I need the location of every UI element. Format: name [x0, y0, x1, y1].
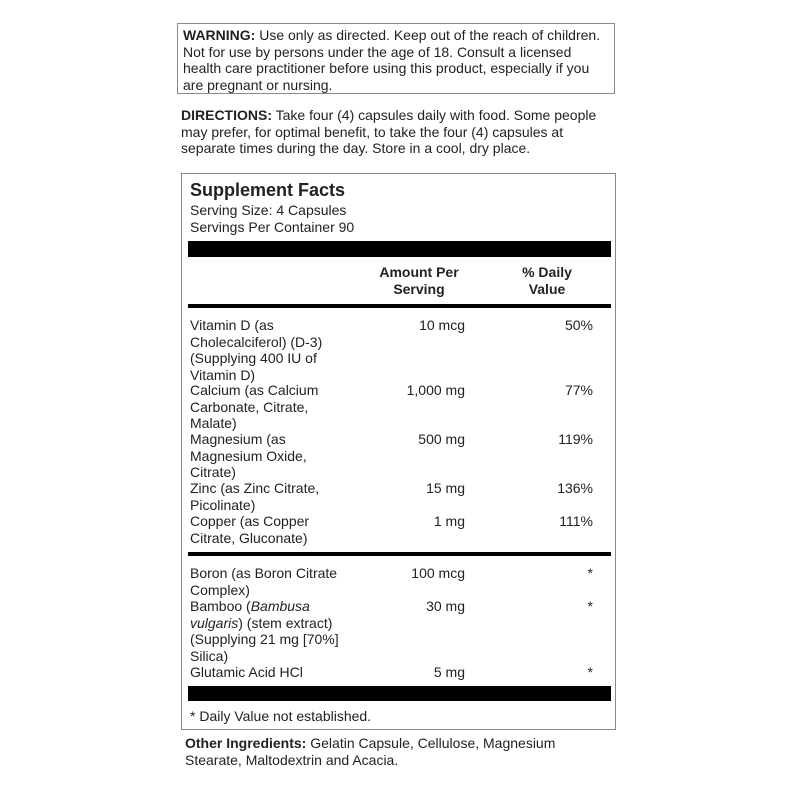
nutrient-daily-value: 77% — [564, 382, 593, 398]
dv-header-line1: % Daily — [522, 264, 572, 280]
other-ingredients — [185, 735, 605, 768]
other-ingredients-label: Other Ingredients: — [185, 735, 307, 751]
nutrient-daily-value: * — [587, 664, 593, 680]
species-name: Bambusa vulgaris — [190, 598, 310, 631]
nutrient-amount: 5 mg — [433, 664, 465, 680]
nutrient-amount: 10 mcg — [419, 317, 465, 333]
nutrient-amount: 100 mcg — [411, 565, 465, 581]
thick-divider — [188, 241, 611, 257]
nutrient-amount: 1 mg — [433, 513, 465, 529]
header-divider — [188, 304, 611, 308]
name-prefix: Bamboo ( — [190, 598, 251, 614]
serving-size: Serving Size: 4 Capsules — [190, 202, 347, 218]
bottom-thick-divider — [188, 686, 611, 701]
nutrient-name: Magnesium (as Magnesium Oxide, Citrate) — [190, 431, 307, 480]
servings-per-container: Servings Per Container 90 — [190, 218, 355, 235]
other-ingredients-text: Gelatin Capsule, Cellulose, Magnesium Stearate, Maltodextrin and Acacia. — [185, 735, 556, 768]
nutrient-name: Zinc (as Zinc Citrate, Picolinate) — [190, 480, 320, 513]
amount-header-line1: Amount Per — [379, 264, 459, 280]
nutrient-daily-value: 50% — [564, 317, 593, 333]
nutrient-amount: 30 mg — [426, 598, 465, 614]
nutrient-name: Copper (as Copper Citrate, Gluconate) — [190, 513, 310, 546]
nutrient-daily-value: * — [587, 565, 593, 581]
nutrient-daily-value: 119% — [558, 431, 593, 447]
section-divider — [188, 552, 611, 556]
nutrient-name: Vitamin D (as Cholecalciferol) (D-3) (Supplying 400 IU of Vitamin D) — [190, 317, 323, 383]
nutrient-name: Glutamic Acid HCl — [190, 664, 303, 680]
supplement-facts-title: Supplement Facts — [190, 180, 346, 200]
daily-value-header — [504, 264, 590, 297]
warning-box — [177, 23, 615, 94]
supplement-facts-panel — [181, 173, 616, 730]
warning-label: WARNING: — [183, 27, 256, 43]
amount-header-line2: Serving — [393, 280, 445, 297]
nutrient-name: Calcium (as Calcium Carbonate, Citrate, Malate) — [190, 382, 319, 431]
nutrient-daily-value: 111% — [559, 513, 593, 529]
footnote: * Daily Value not established. — [190, 708, 372, 724]
directions-label: DIRECTIONS: — [181, 107, 272, 123]
nutrient-daily-value: * — [587, 598, 593, 614]
nutrient-amount: 1,000 mg — [406, 382, 465, 398]
directions-text: Take four (4) capsules daily with food. Some people may prefer, for optimal benefit, to take the four (4) capsules at separate times during the day. Store in a cool, dry place. — [181, 107, 597, 156]
warning-text: Use only as directed. Keep out of the reach of children. Not for use by persons under the age of 18. Consult a licensed health care practitioner before using this product, especially if you are pregnant or nursing. — [183, 27, 601, 93]
nutrient-daily-value: 136% — [557, 480, 593, 496]
dv-header-line2: Value — [528, 280, 566, 297]
directions-paragraph — [181, 107, 621, 157]
nutrient-name — [190, 598, 350, 664]
nutrient-amount: 15 mg — [426, 480, 465, 496]
name-suffix: ) (stem extract) (Supplying 21 mg [70%] Silica) — [190, 614, 339, 664]
serving-info — [190, 202, 354, 235]
amount-per-serving-header — [364, 264, 474, 297]
nutrient-name: Boron (as Boron Citrate Complex) — [190, 565, 338, 598]
nutrient-amount: 500 mg — [418, 431, 465, 447]
